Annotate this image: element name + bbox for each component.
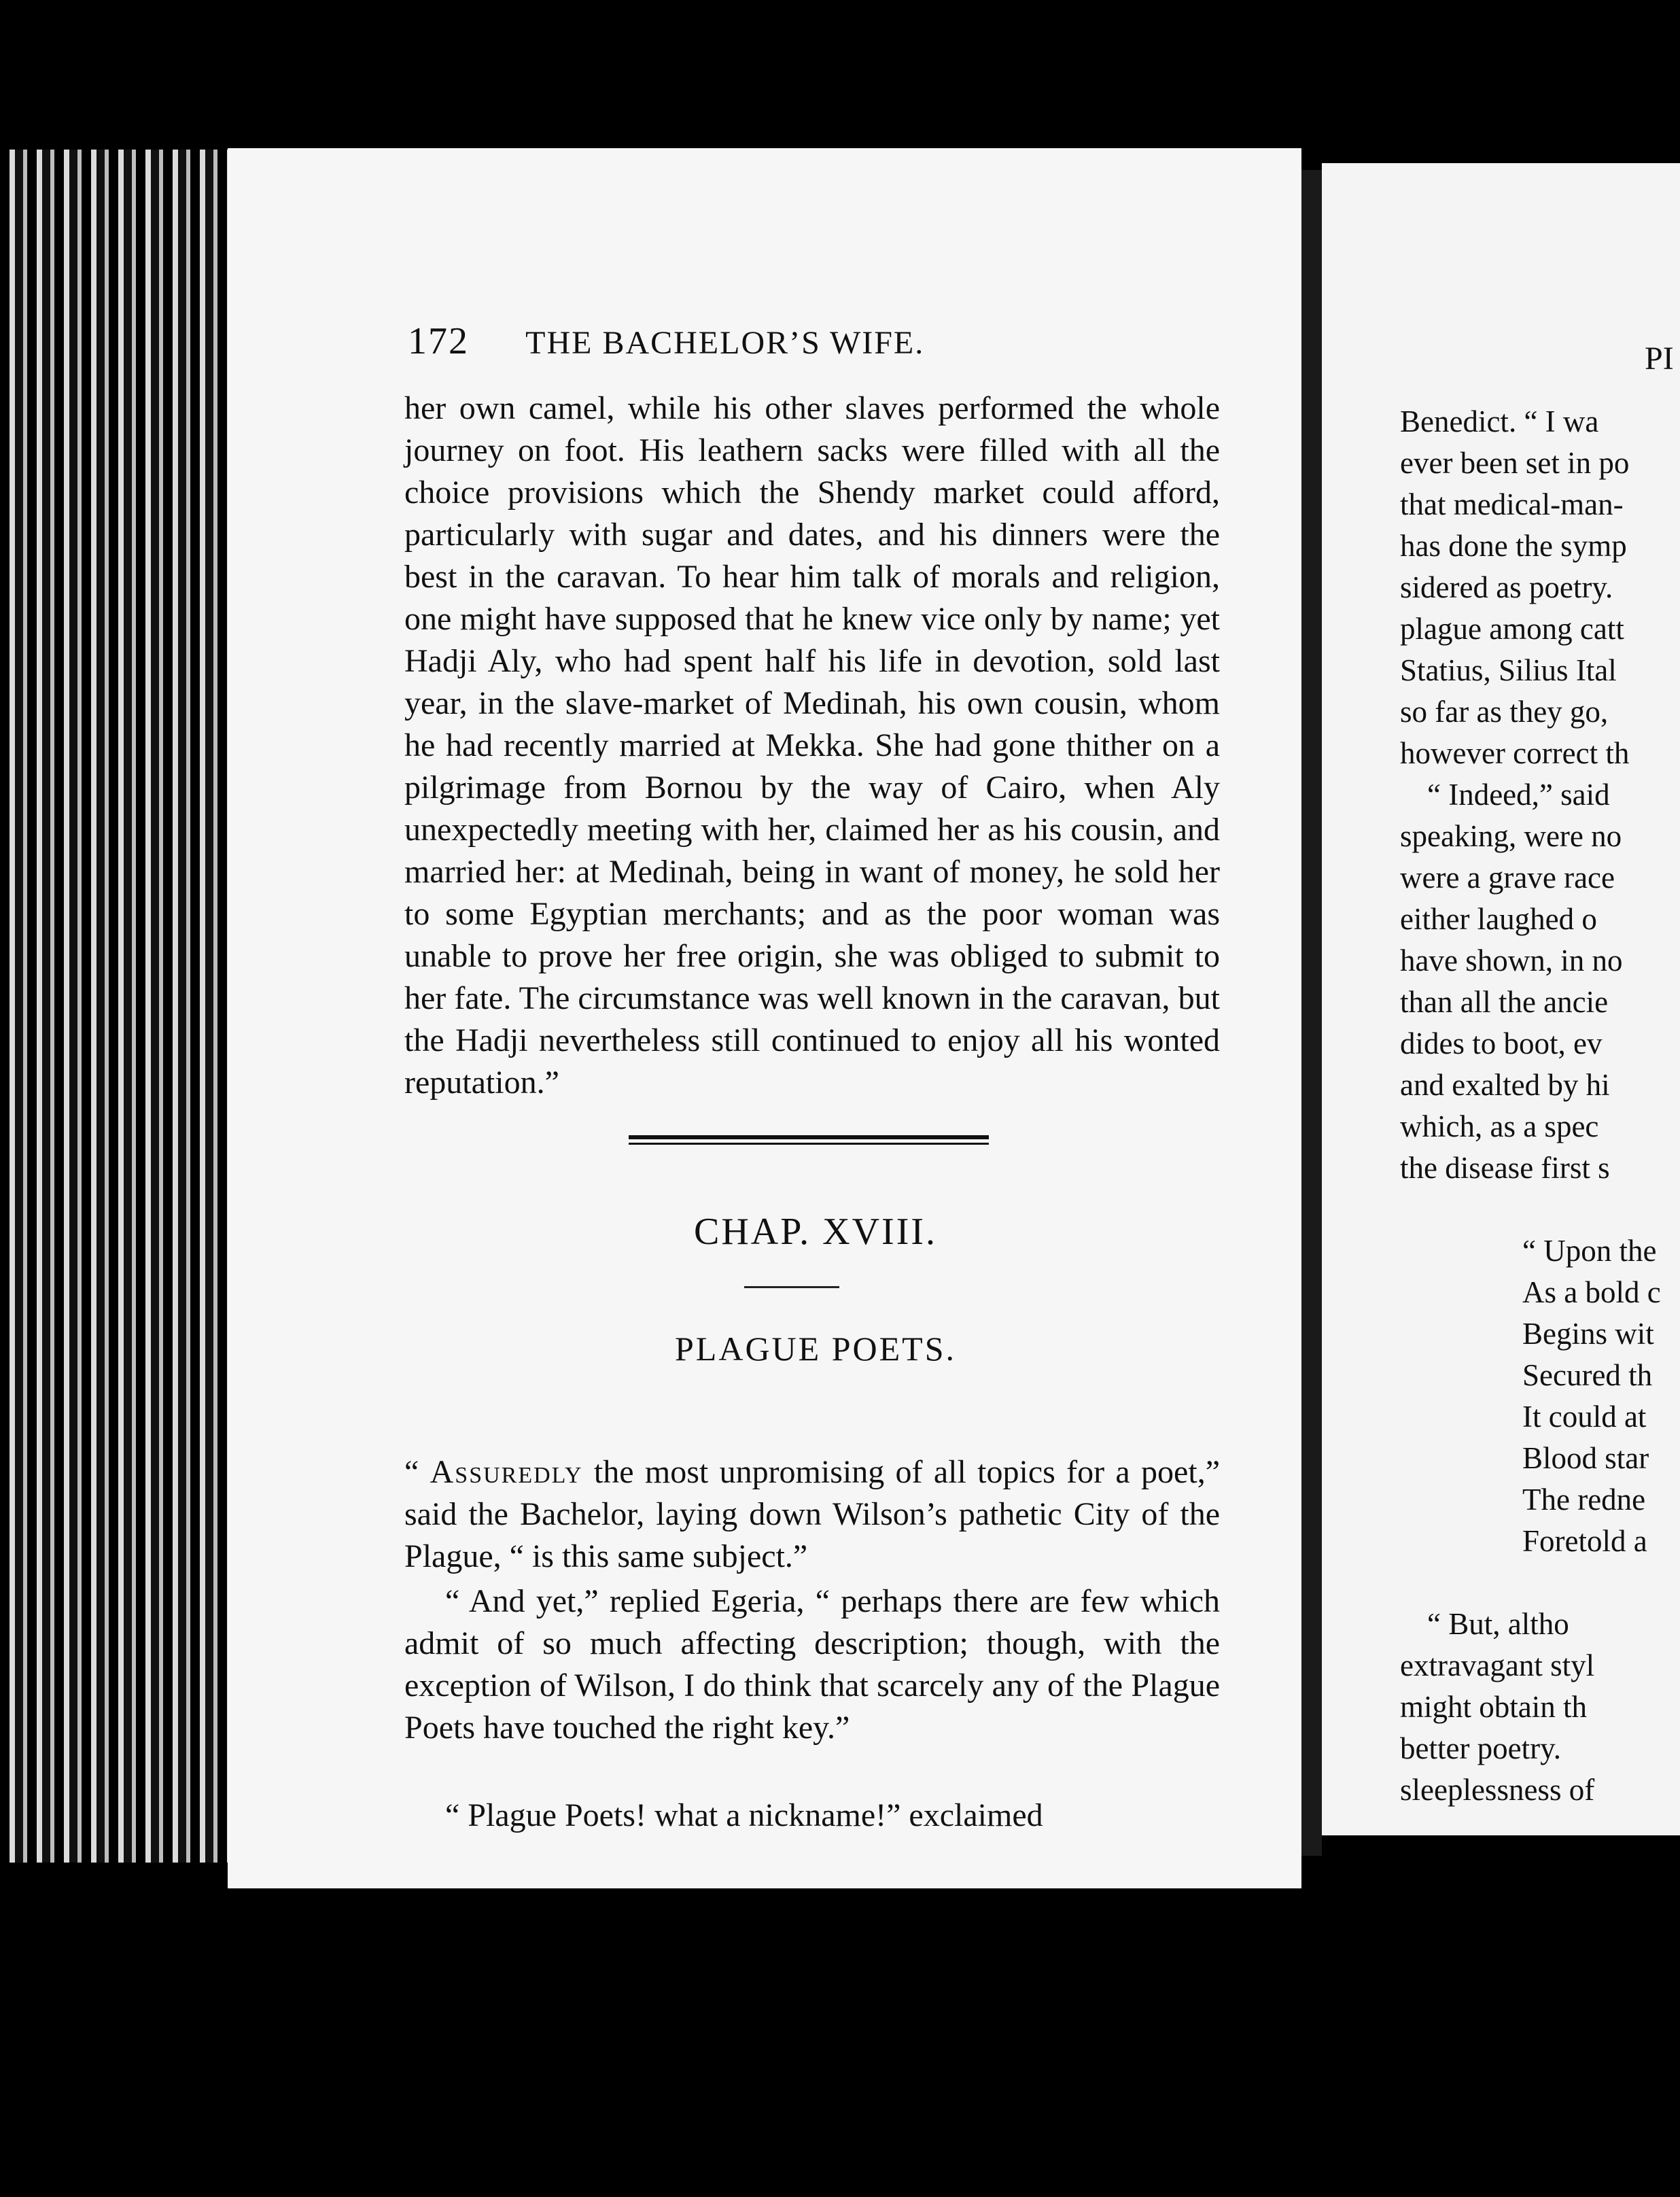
page-number: 172: [408, 320, 469, 362]
book-edge-shadow: [0, 150, 245, 1863]
right-line: might obtain th: [1400, 1690, 1587, 1724]
right-line: which, as a spec: [1400, 1109, 1599, 1143]
running-header: [408, 319, 1223, 363]
p1-text: the most unpromising of all topics for a poet,” said the Bachelor, laying down Wilson’s pathetic City of the Plague, “ is this same subject.”: [404, 1454, 1221, 1574]
right-line: extravagant styl: [1400, 1648, 1595, 1682]
chapter-title: PLAGUE POETS.: [674, 1330, 957, 1368]
right-line: Benedict. “ I wa: [1400, 404, 1599, 438]
chapter-rule: [744, 1286, 839, 1288]
right-line: that medical-man-: [1400, 487, 1624, 521]
verse-line: Foretold a: [1522, 1524, 1647, 1558]
paragraph-3: “ Plague Poets! what a nickname!” exclaimed: [445, 1797, 1043, 1833]
right-page-text: [1400, 401, 1680, 1811]
verse-gap: [1400, 1189, 1680, 1230]
verse-line: It could at: [1522, 1400, 1647, 1434]
right-line: and exalted by hi: [1400, 1068, 1610, 1102]
right-line: has done the symp: [1400, 529, 1627, 563]
right-line: were a grave race: [1400, 861, 1615, 895]
verse-line: “ Upon the: [1522, 1234, 1657, 1268]
right-line: “ But, altho: [1427, 1607, 1569, 1641]
right-line: dides to boot, ev: [1400, 1026, 1603, 1060]
right-line: ever been set in po: [1400, 446, 1630, 480]
p1-opening-word: Assuredly: [430, 1454, 583, 1490]
right-line: Statius, Silius Ital: [1400, 653, 1617, 687]
verse-line: The redne: [1522, 1483, 1646, 1517]
p1-open-quote: “: [404, 1454, 430, 1490]
verse-line: As a bold c: [1522, 1275, 1661, 1309]
right-line: “ Indeed,” said: [1427, 778, 1610, 812]
paragraph-2: “ And yet,” replied Egeria, “ perhaps there are few which admit of so much affecting description; though, with the exception of Wilson, I do think that scarcely any of the Plague Poets have touched the right key.”: [404, 1583, 1220, 1746]
opening-paragraph: her own camel, while his other slaves performed the whole journey on foot. His leathern sacks were filled with all the choice provisions which the Shendy market could afford, particularly with sugar and dates, and his dinners were the best in the caravan. To hear him talk of morals and religion, one might have supposed that he knew vice only by name; yet Hadji Aly, who had spent half his life in devotion, sold last year, in the slave-market of Medinah, his own cousin, whom he had recently married at Mekka. She had gone thither on a pilgrimage from Bornou by the way of Cairo, when Aly unexpectedly meeting with her, claimed her as his cousin, and married her: at Medinah, being in want of money, he sold her to some Egyptian merchants; and as the poor woman was unable to prove her free origin, she was obliged to submit to her fate. The circumstance was well known in the caravan, but the Hadji nevertheless still continued to enjoy all his wonted reputation.”: [404, 390, 1220, 1101]
right-line: than all the ancie: [1400, 985, 1609, 1019]
verse-line: Secured th: [1522, 1358, 1653, 1392]
verse-line: Begins wit: [1522, 1317, 1654, 1351]
paragraph-1: [404, 1451, 1220, 1578]
right-running-head: PI: [1645, 341, 1674, 377]
section-rule: [629, 1135, 989, 1145]
right-line: sleeplessness of: [1400, 1773, 1595, 1807]
running-head: THE BACHELOR’S WIFE.: [525, 325, 925, 361]
verse-gap: [1400, 1562, 1680, 1604]
verse-line: Blood star: [1522, 1441, 1649, 1475]
right-line: better poetry.: [1400, 1731, 1561, 1765]
book-gutter: [1301, 170, 1322, 1856]
right-line: however correct th: [1400, 736, 1630, 770]
right-line: sidered as poetry.: [1400, 570, 1613, 604]
right-line: the disease first s: [1400, 1151, 1610, 1185]
right-line: so far as they go,: [1400, 695, 1609, 729]
right-line: speaking, were no: [1400, 819, 1622, 853]
chapter-number: CHAP. XVIII.: [694, 1211, 937, 1253]
right-line: either laughed o: [1400, 902, 1597, 936]
right-line: plague among catt: [1400, 612, 1624, 646]
right-line: have shown, in no: [1400, 944, 1623, 978]
